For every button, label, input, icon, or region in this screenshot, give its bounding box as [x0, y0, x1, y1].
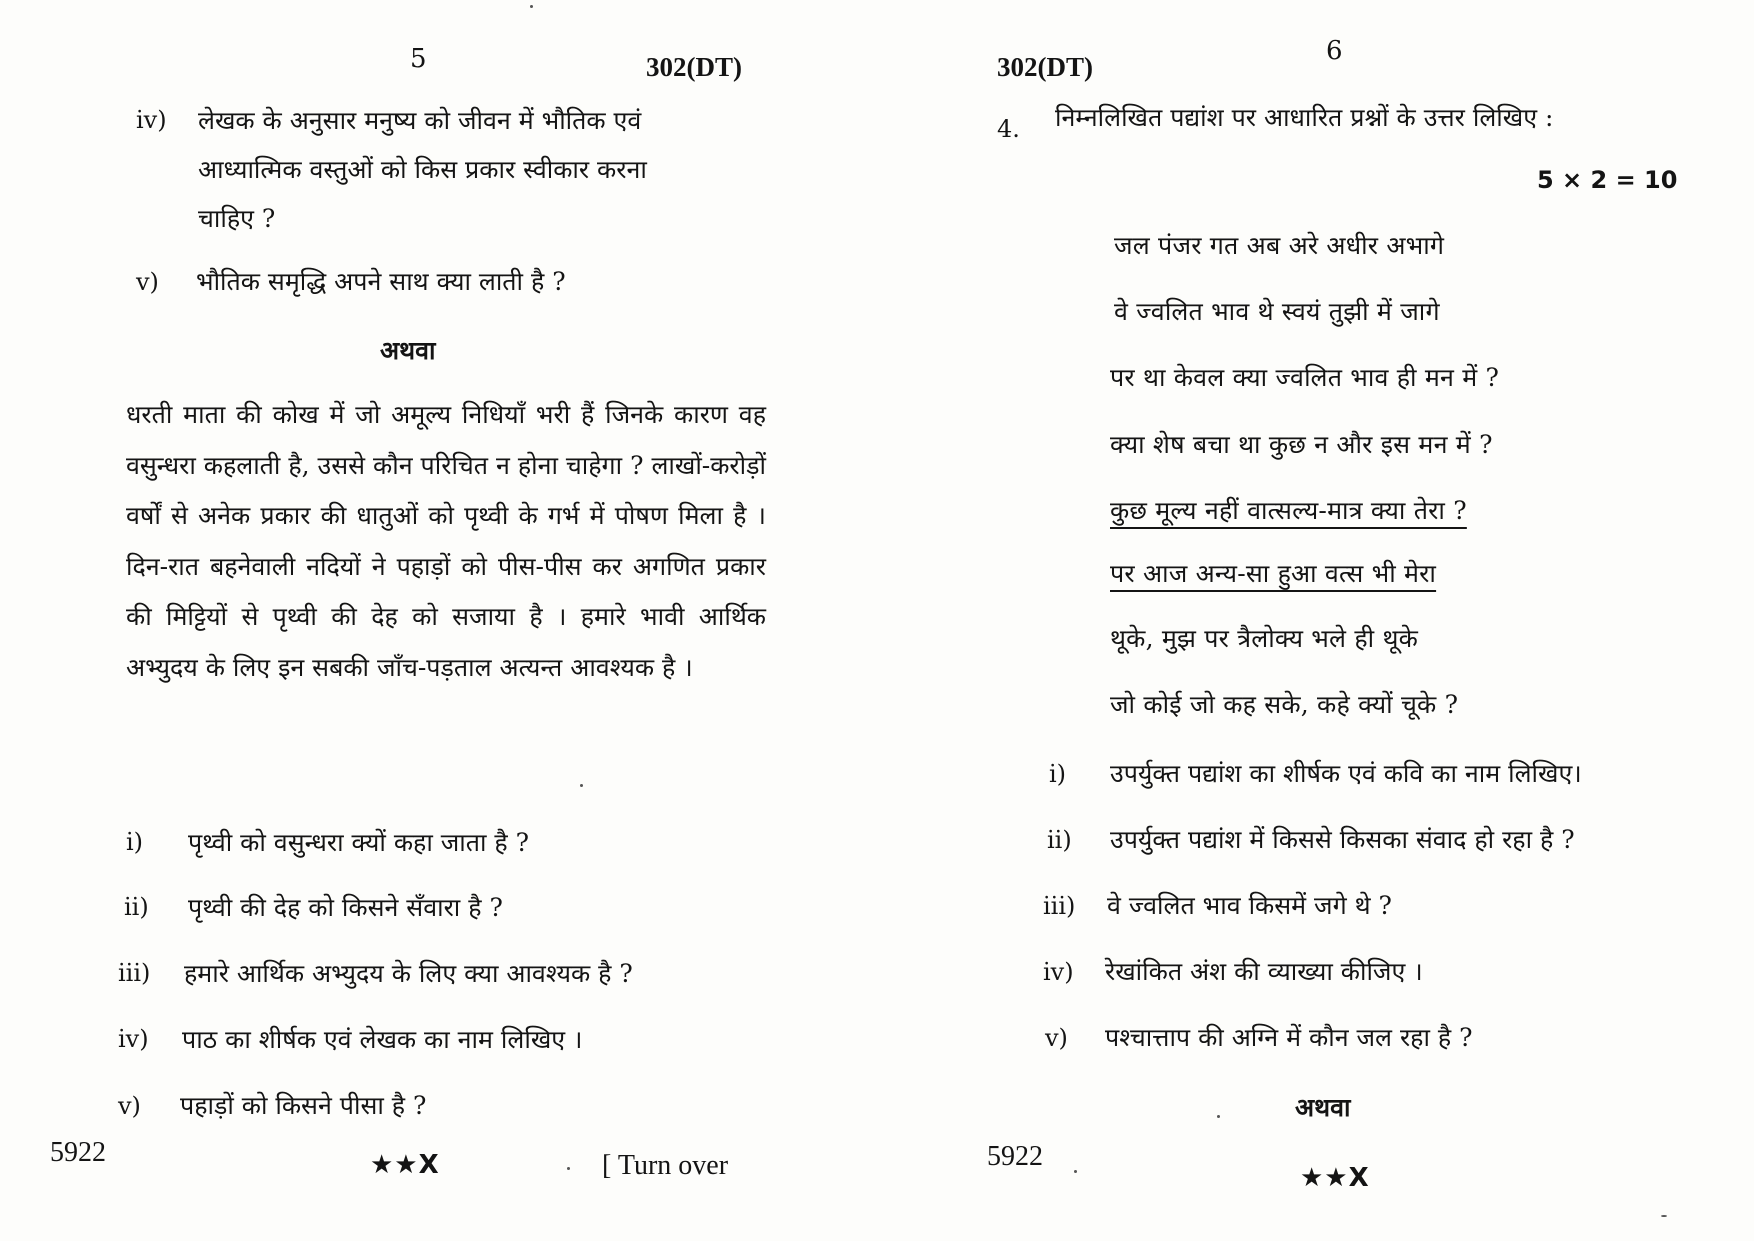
poem-line: वे ज्वलित भाव थे स्वयं तुझी में जागे	[1114, 297, 1440, 326]
question-text: उपर्युक्त पद्यांश का शीर्षक एवं कवि का नाम लिखिए।	[1110, 759, 1582, 788]
question-text: पृथ्वी को वसुन्धरा क्यों कहा जाता है ?	[188, 828, 530, 857]
question-label: ii)	[124, 893, 149, 921]
question-label: i)	[1049, 760, 1067, 788]
question-label: ii)	[1047, 826, 1072, 854]
question-label: iv)	[1043, 958, 1074, 986]
paper-code: 302(DT)	[646, 52, 742, 82]
question-text: वे ज्वलित भाव किसमें जगे थे ?	[1107, 891, 1392, 920]
poem-line: थूके, मुझ पर त्रैलोक्य भले ही थूके	[1110, 624, 1419, 653]
scan-speck	[530, 5, 533, 8]
poem-line: क्या शेष बचा था कुछ न और इस मन में ?	[1110, 430, 1493, 459]
footer-code: 5922	[987, 1141, 1043, 1172]
question-text: उपर्युक्त पद्यांश में किससे किसका संवाद हो रहा है ?	[1110, 825, 1575, 854]
question-text: पहाड़ों को किसने पीसा है ?	[180, 1091, 427, 1120]
question-label: iv)	[136, 106, 167, 134]
footer-mark: ★★X	[370, 1150, 440, 1180]
question-label: iv)	[118, 1025, 149, 1053]
question-text: निम्नलिखित पद्यांश पर आधारित प्रश्नों के उत्तर लिखिए :	[1055, 103, 1554, 132]
page-number: 5	[410, 44, 427, 74]
question-text: पश्चात्ताप की अग्नि में कौन जल रहा है ?	[1105, 1023, 1473, 1052]
scan-speck	[1661, 1215, 1667, 1217]
scan-speck	[567, 1167, 570, 1170]
poem-line: जो कोई जो कह सके, कहे क्यों चूके ?	[1110, 690, 1459, 719]
question-label: iii)	[118, 959, 151, 987]
question-text: पृथ्वी की देह को किसने सँवारा है ?	[188, 893, 503, 922]
footer-code: 5922	[50, 1137, 106, 1168]
footer-mark: ★★X	[1300, 1163, 1370, 1193]
question-label: v)	[118, 1092, 141, 1120]
question-text: रेखांकित अंश की व्याख्या कीजिए ।	[1105, 957, 1423, 986]
question-label: iii)	[1043, 892, 1076, 920]
scan-speck	[1217, 1115, 1220, 1118]
footer-turn-over: [ Turn over	[602, 1150, 729, 1181]
or-heading: अथवा	[1295, 1093, 1351, 1122]
question-text: हमारे आर्थिक अभ्युदय के लिए क्या आवश्यक है ?	[184, 959, 633, 988]
question-number: 4.	[997, 115, 1020, 143]
poem-line: पर था केवल क्या ज्वलित भाव ही मन में ?	[1110, 363, 1500, 392]
question-label: v)	[1045, 1024, 1068, 1052]
right-page	[877, 0, 1754, 1241]
question-text: भौतिक समृद्धि अपने साथ क्या लाती है ?	[196, 267, 566, 296]
question-text: पाठ का शीर्षक एवं लेखक का नाम लिखिए ।	[182, 1025, 583, 1054]
question-line: चाहिए ?	[198, 204, 276, 233]
page-number: 6	[1326, 36, 1343, 66]
marks: 5 × 2 = 10	[1537, 166, 1678, 194]
or-heading: अथवा	[380, 336, 436, 365]
poem-line: जल पंजर गत अब अरे अधीर अभागे	[1114, 231, 1445, 260]
prose-passage: धरती माता की कोख में जो अमूल्य निधियाँ भरी हैं जिनके कारण वह वसुन्धरा कहलाती है, उससे कौन परिचित न होना चाहेगा ? लाखों-करोड़ों वर्षों से अनेक प्रकार की धातुओं को पृथ्वी के गर्भ में पोषण मिला है । दिन-रात बहनेवाली नदियों ने पहाड़ों को पीस-पीस कर अगणित प्रकार की मिट्टियों से पृथ्वी की देह को सजाया है । हमारे भावी आर्थिक अभ्युदय के लिए इन सबकी जाँच-पड़ताल अत्यन्त आवश्यक है ।	[126, 400, 766, 682]
question-label: i)	[126, 828, 144, 856]
paper-code: 302(DT)	[997, 52, 1093, 82]
scan-speck	[580, 784, 583, 787]
scan-speck	[1074, 1170, 1077, 1173]
question-line: आध्यात्मिक वस्तुओं को किस प्रकार स्वीकार करना	[198, 155, 647, 184]
question-label: v)	[136, 268, 159, 296]
question-line: लेखक के अनुसार मनुष्य को जीवन में भौतिक एवं	[198, 106, 642, 135]
poem-line-underlined: कुछ मूल्य नहीं वात्सल्य-मात्र क्या तेरा ?	[1110, 496, 1467, 525]
poem-line-underlined: पर आज अन्य-सा हुआ वत्स भी मेरा	[1110, 559, 1437, 588]
